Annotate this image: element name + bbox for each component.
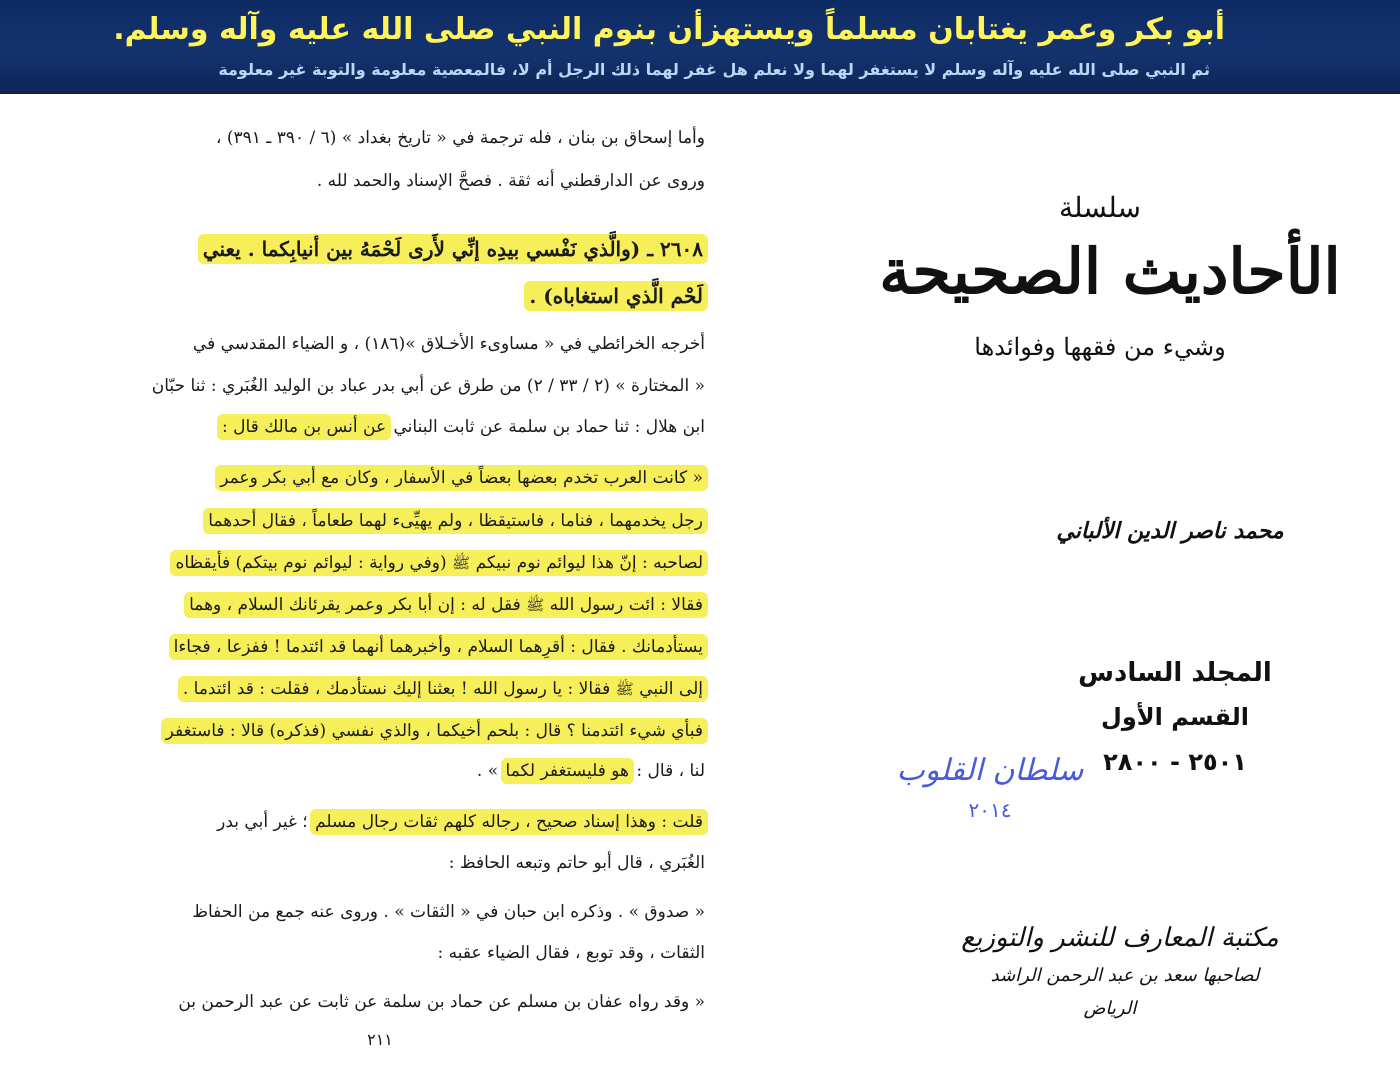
text-line: [220, 410, 705, 444]
text-line: [218, 461, 705, 495]
highlight: [173, 553, 705, 573]
part-label: القسم الأول: [1101, 703, 1249, 731]
text-line: الثقات ، وقد توبع ، فقال الضياء عقبه :: [437, 943, 705, 963]
text-line: [187, 588, 705, 622]
text-span: فقالا : ائت رسول الله: [549, 595, 703, 615]
text-line: [173, 546, 705, 580]
publisher-name: مكتبة المعارف للنشر والتوزيع: [961, 923, 1279, 953]
text-span: فقالا : يا رسول الله ! بعثنا إليك نستأدمك ، فقلت : قد ائتدما .: [182, 679, 611, 699]
highlight: قلت : وهذا إسناد صحيح ، رجاله كلهم ثقات رجال مسلم: [315, 812, 703, 832]
pbuh-symbol: ﷺ: [526, 596, 545, 614]
text-span: ابن هلال : ثنا حماد بن سلمة عن ثابت البناني: [393, 417, 705, 437]
publisher-owner: لصاحبها سعد بن عبد الرحمن الراشد: [990, 965, 1260, 986]
text-line: [181, 672, 705, 706]
text-line: وروى عن الدارقطني أنه ثقة . فصحَّ الإسناد والحمد لله .: [316, 171, 705, 191]
highlight: فبأي شيء ائتدمنا ؟ قال : بلحم أخيكما ، والذي نفسي (فذكره) قالا : فاستغفر: [165, 721, 703, 741]
text-line: [217, 805, 705, 839]
stamp-year: ٢٠١٤: [968, 798, 1012, 822]
highlight: [187, 595, 705, 615]
highlight: رجل يخدمهما ، فناما ، فاستيقظا ، ولم يهيِّىء لهما طعاماً ، فقال أحدهما: [208, 511, 703, 531]
text-line: [164, 714, 705, 748]
author-name: محمد ناصر الدين الألباني: [1056, 518, 1284, 544]
page-number: ٢١١: [367, 1030, 393, 1049]
highlight: ٢٦٠٨ ـ (والَّذي نَفْسي بيدِه إنِّي لأَرى لَحْمَهُ بين أنيابِكما . يعني: [202, 237, 703, 261]
publisher-city: الرياض: [1083, 998, 1137, 1019]
book-title: الأحاديث الصحيحة: [879, 235, 1341, 308]
text-line: [477, 754, 705, 788]
banner-title: أبو بكر وعمر يغتابان مسلماً ويستهزأن بنوم النبي صلى الله عليه وآله وسلم.: [113, 12, 1225, 47]
banner-subtitle: ثم النبي صلى الله عليه وآله وسلم لا يستغفر لهما ولا نعلم هل غفر لهما ذلك الرجل أم لا، فالمعصية معلومة والتوبة غير معلومة: [218, 60, 1210, 79]
text-line: [172, 630, 705, 664]
highlight: هو فليستغفر لكما: [505, 761, 630, 781]
text-span: فقل له : إن أبا بكر وعمر يقرئانك السلام ، وهما: [189, 595, 521, 615]
text-span: ؛ غير أبي بدر: [217, 812, 308, 832]
highlight: يستأدمانك . فقال : أقرِهما السلام ، وأخبرهما أنهما قد ائتدما ! ففزعا ، فجاءا: [173, 637, 703, 657]
text-span: (وفي رواية : ليوائم نوم بيتكم) فأيقظاه: [175, 553, 447, 573]
text-line: أخرجه الخرائطي في « مساوىء الأخـلاق »(١٨٦) ، و الضياء المقدسي في: [192, 334, 705, 354]
pbuh-symbol: ﷺ: [615, 680, 634, 698]
series-label: سلسلة: [1059, 191, 1141, 224]
hadith-heading-line: [527, 279, 705, 313]
text-line: الغُبَري ، قال أبو حاتم وتبعه الحافظ :: [448, 853, 705, 873]
text-line: « المختارة » (٢ / ٣٣ / ٢) من طرق عن أبي بدر عباد بن الوليد الغُبَري : ثنا حبّان: [151, 376, 705, 396]
book-subtitle: وشيء من فقهها وفوائدها: [974, 333, 1226, 361]
pbuh-symbol: ﷺ: [452, 554, 471, 572]
text-line: وأما إسحاق بن بنان ، فله ترجمة في « تاريخ بغداد » (٦ / ٣٩٠ ـ ٣٩١) ،: [215, 128, 705, 148]
text-span: إلى النبي: [639, 679, 703, 699]
text-span: » .: [476, 761, 499, 781]
highlight: عن أنس بن مالك قال :: [222, 417, 387, 437]
text-line: « وقد رواه عفان بن مسلم عن حماد بن سلمة عن ثابت عن عبد الرحمن بن: [178, 992, 705, 1012]
highlight: لَحْم الَّذي استغاباه) .: [529, 284, 703, 308]
stamp-text: سلطان القلوب: [896, 753, 1084, 788]
text-line: « صدوق » . وذكره ابن حبان في « الثقات » . وروى عنه جمع من الحفاظ: [192, 902, 705, 922]
highlight: [181, 679, 705, 699]
book-page-text: [45, 0, 705, 1090]
book-cover: [820, 93, 1400, 1090]
hadith-range: ٢٥٠١ - ٢٨٠٠: [1103, 748, 1247, 776]
text-span: لنا ، قال :: [636, 761, 705, 781]
highlight: « كانت العرب تخدم بعضها بعضاً في الأسفار ، وكان مع أبي بكر وعمر: [220, 468, 703, 488]
text-span: لصاحبه : إنّ هذا ليوائم نوم نبيكم: [475, 553, 703, 573]
hadith-heading-line: [201, 232, 705, 266]
text-line: [206, 504, 705, 538]
volume-label: المجلد السادس: [1078, 658, 1272, 688]
